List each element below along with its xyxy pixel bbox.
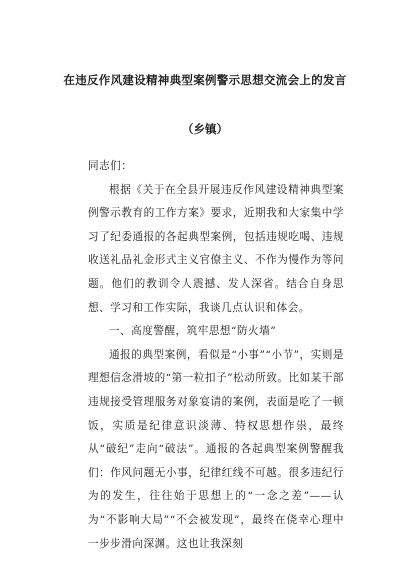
- greeting: 同志们：: [88, 160, 133, 172]
- paragraph-intro: 根据《关于在全县开展违反作风建设精神典型案例警示教育的工作方案》要求，近期我和大家集中学习了纪委通报的各起典型案例，包括违规吃喝、违规收送礼品礼金形式主义官僚主义、不作为慢作为等问题。他们的教训令人震撼、发人深省。结合自身思想、学习和工作实际，我谈几点认识和体会。: [88, 183, 344, 314]
- section-heading: 一、高度警醒，筑牢思想“防火墙”: [109, 325, 277, 338]
- paragraph-section-1: 通报的典型案例，看似是“小事”“小节”，实则是理想信念滑坡的“第一粒扣子”松动所致。比如某干部违规接受管理服务对象宴请的案例，表面是吃了一顿饭，实质是纪律意识淡薄、特权思想作祟，最终从“破纪”走向“破法”。通报的各起典型案例警醒我们：作风问题无小事，纪律红线不可越。很多违纪行为的发生，往往始于思想上的“一念之差”——认为“不影响大局”“不会被发现”，最终在侥幸心理中一步步滑向深渊。这也让我深刻: [88, 348, 344, 550]
- document-body: [88, 155, 344, 556]
- document-title: 在违反作风建设精神典型案例警示思想交流会上的发言: [63, 73, 347, 87]
- document-subtitle: （乡镇）: [182, 122, 228, 136]
